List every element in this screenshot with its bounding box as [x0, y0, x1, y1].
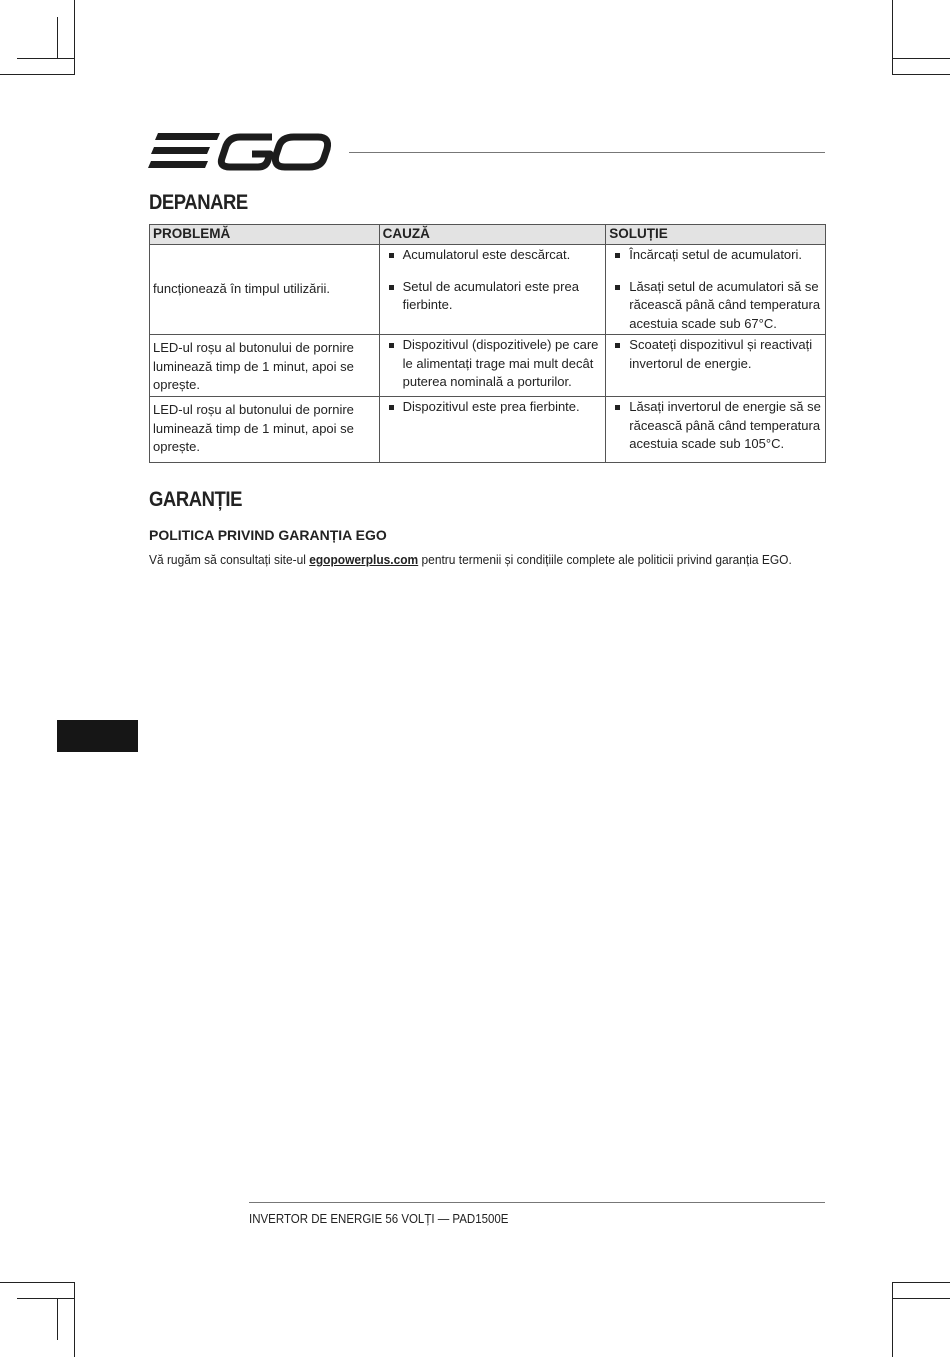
list-item: Scoateți dispozitivul și reactivați invertorul de energie.: [609, 335, 822, 373]
language-tab-block: [57, 720, 138, 752]
solution-cell: [606, 335, 826, 397]
crop-mark: [17, 58, 74, 59]
list-item: Dispozitivul este prea fierbinte.: [383, 397, 603, 417]
warranty-text-before: Vă rugăm să consultați site-ul: [149, 552, 310, 567]
crop-mark: [0, 74, 74, 75]
footer-text: INVERTOR DE ENERGIE 56 VOLȚI — PAD1500E: [249, 1212, 509, 1226]
table-header-row: [150, 225, 826, 245]
solution-cell: [606, 245, 826, 335]
table-row: [150, 397, 826, 463]
crop-mark: [892, 0, 893, 75]
crop-mark: [17, 1298, 74, 1299]
list-item: Setul de acumulatori este prea fierbinte.: [383, 277, 603, 315]
header-problem: PROBLEMĂ: [150, 225, 380, 245]
crop-mark: [892, 58, 950, 59]
warranty-subtitle: POLITICA PRIVIND GARANȚIA EGO: [149, 527, 387, 543]
list-item: Lăsați invertorul de energie să se răcească până când temperatura acestuia scade sub 105°C.: [609, 397, 822, 454]
crop-mark: [74, 1282, 75, 1357]
troubleshooting-title: DEPANARE: [149, 191, 248, 214]
warranty-link[interactable]: egopowerplus.com: [309, 552, 419, 567]
problem-cell: funcționează în timpul utilizării.: [150, 245, 380, 335]
crop-mark: [892, 1298, 950, 1299]
header-rule: [349, 152, 825, 153]
footer-rule: [249, 1202, 825, 1203]
problem-cell: LED-ul roșu al butonului de pornire luminează timp de 1 minut, apoi se oprește.: [150, 335, 380, 397]
crop-mark: [57, 1298, 58, 1340]
list-item: Lăsați setul de acumulatori să se răcească până când temperatura acestuia scade sub 67°C.: [609, 277, 822, 334]
crop-mark: [57, 17, 58, 59]
cause-cell: [379, 335, 606, 397]
list-item: Acumulatorul este descărcat.: [383, 245, 603, 265]
ego-logo: [148, 130, 334, 174]
crop-mark: [74, 0, 75, 75]
problem-cell: LED-ul roșu al butonului de pornire luminează timp de 1 minut, apoi se oprește.: [150, 397, 380, 463]
crop-mark: [892, 1282, 893, 1357]
troubleshooting-table: [149, 224, 826, 463]
cause-cell: [379, 397, 606, 463]
cause-cell: [379, 245, 606, 335]
warranty-text-after: pentru termenii și condițiile complete ale politicii privind garanția EGO.: [418, 552, 792, 567]
crop-mark: [892, 1282, 950, 1283]
header-cause: CAUZĂ: [379, 225, 606, 245]
crop-mark: [0, 1282, 74, 1283]
crop-mark: [892, 74, 950, 75]
list-item: Dispozitivul (dispozitivele) pe care le alimentați trage mai mult decât puterea nominală a porturilor.: [383, 335, 603, 392]
header-solution: SOLUȚIE: [606, 225, 826, 245]
warranty-paragraph: [149, 552, 792, 567]
warranty-title: GARANȚIE: [149, 488, 242, 511]
list-item: Încărcați setul de acumulatori.: [609, 245, 822, 265]
table-row: [150, 335, 826, 397]
table-row: [150, 245, 826, 335]
solution-cell: [606, 397, 826, 463]
